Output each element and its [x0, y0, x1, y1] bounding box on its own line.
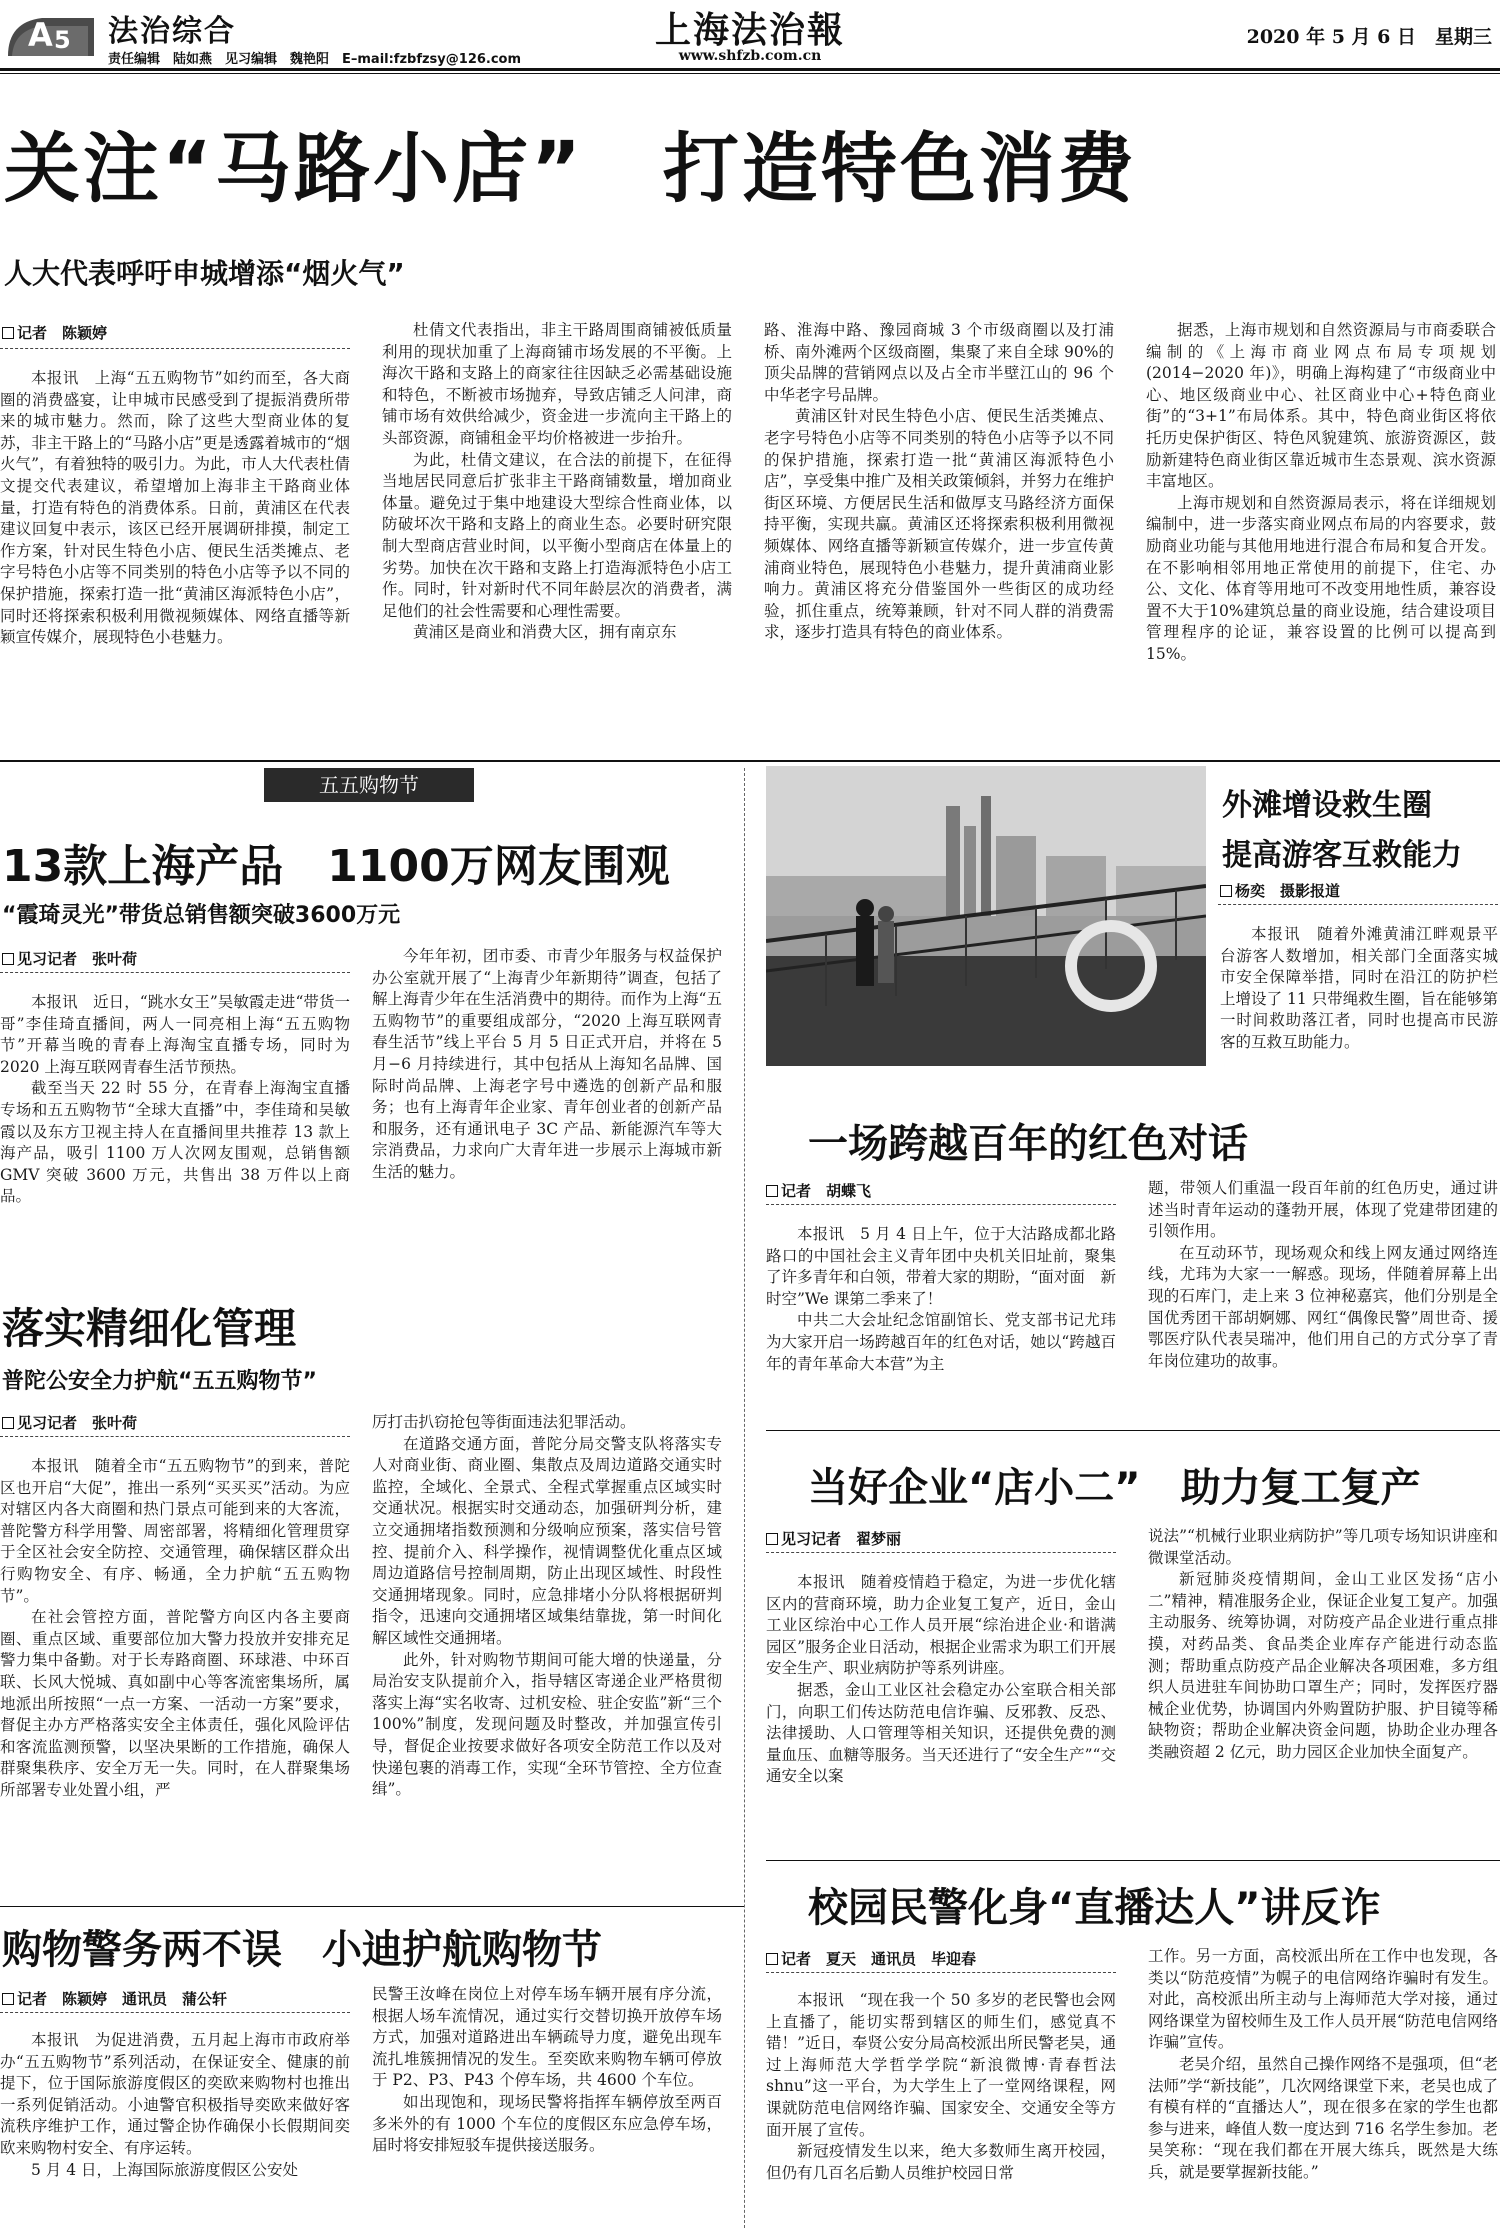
waitan-byline: [1220, 880, 1340, 901]
lead-col2-p3: 黄浦区是商业和消费大区，拥有南京东: [413, 623, 677, 642]
red-headline: 一场跨越百年的红色对话: [808, 1121, 1248, 1167]
masthead-rule: [0, 68, 1500, 71]
story13-byline-rule: [0, 972, 350, 973]
xiaoyuan-byline: [766, 1948, 976, 1969]
xiaoer-col1-p1: 本报讯 随着疫情趋于稳定，为进一步优化辖区内的营商环境，助力企业复工复产，近日，金山工业区综治中心工作人员开展“综治进企业·和谐满园区”服务企业日活动，根据企业需求为职工们开展安全生产、职业病防护等系列讲座。: [766, 1573, 1116, 1678]
xiaoyuan-col1-p2: 新冠疫情发生以来，绝大多数师生离开校园，但仍有几百名后勤人员维护校园日常: [766, 2142, 1116, 2182]
xiaoyuan-byline-rule: [766, 1972, 1116, 1973]
xiaoer-headline: 当好企业“店小二” 助力复工复产: [808, 1465, 1421, 1511]
xiaoer-col1: [766, 1572, 1116, 1788]
lead-col3-p2: 黄浦区针对民生特色小店、便民生活类摊点、老字号特色小店等不同类别的特色小店等予以不同的保护措施，探索打造一批“黄浦区海派特色小店”，享受集中推广及相关政策倾斜，并努力在维护街区环境、方便居民生活和做厚支马路经济方面保持平衡，实现共赢。黄浦区还将探索积极利用微视频媒体、网络直播等新颖宣传媒介，进一步宣传黄浦商业特色，展现特色小巷魅力，提升黄浦商业影响力。黄浦区将充分借鉴国外一些街区的成功经验，抓住重点，统筹兼顾，针对不同人群的消费需求，逐步打造具有特色的商业体系。: [764, 407, 1114, 642]
xiaoer-col2-p2: 新冠肺炎疫情期间，金山工业区发扬“店小二”精神，精准服务企业，保证企业复工复产。加强主动服务、统筹协调，对防疫产品企业进行重点排摸，对药品类、食品类企业库存产能进行动态监测；帮助重点防疫产品企业解决各项困难，多方组织人员进驻车间协助口罩生产；同时，发挥医疗器械企业优势，协调国内外购置防护服、护目镜等稀缺物资；帮助企业解决资金问题，协助企业办理各类融资超 2 亿元，助力园区企业加快全面复产。: [1148, 1570, 1498, 1761]
page-number-badge: [2, 8, 98, 58]
lead-col4-p1: 据悉，上海市规划和自然资源局与市商委联合编制的《上海市商业网点布局专项规划(2014−2020 年)》，明确上海构建了“市级商业中心、地区级商业中心、社区商业中心+特色商业街”的“3+1”布局体系。其中，特色商业街区将依托历史保护街区、特色风貌建筑、旅游资源区，鼓励新建特色商业街区靠近城市生态景观、滨水资源丰富地区。: [1146, 321, 1496, 491]
byline-box-icon: [1220, 885, 1232, 897]
waitan-body: [1220, 924, 1498, 1054]
xiaoer-byline-rule: [766, 1552, 1116, 1553]
gouwu-col1: [0, 2030, 350, 2226]
red-byline: [766, 1180, 871, 1201]
gouwu-col1-p2: 5 月 4 日，上海国际旅游度假区公安处: [31, 2160, 299, 2179]
gouwu-col1-p1: 本报讯 为促进消费，五月起上海市市政府举办“五五购物节”系列活动，在保证安全、健康的前提下，位于国际旅游度假区的奕欧来购物村也推出一系列促销活动。小迪警官积极指导奕欧来做好客流秩序维护工作，通过警企协作确保小长假期间奕欧来购物村安全、有序运转。: [0, 2031, 350, 2157]
byline-box-icon: [766, 1533, 778, 1545]
xiaoyuan-byline-text: 记者 夏天 通讯员 毕迎春: [781, 1950, 977, 1968]
lead-subhead: 人大代表呼吁申城增添“烟火气”: [4, 257, 405, 290]
jingcai-byline: [2, 1412, 137, 1433]
lead-col4: [1146, 320, 1496, 666]
byline-box-icon: [2, 1417, 14, 1429]
section-title: 法治综合: [108, 14, 236, 49]
website: www.shfzb.com.cn: [678, 48, 822, 64]
red-col1-p1: 本报讯 5 月 4 日上午，位于大沽路成都北路路口的中国社会主义青年团中央机关旧址前，聚集了许多青年和白领，带着大家的期盼，“面对面 新时空”We 课第二季来了！: [766, 1225, 1116, 1308]
red-col2: [1148, 1178, 1498, 1372]
lead-col2-p1: 杜倩文代表指出，非主干路周围商铺被低质量利用的现状加重了上海商铺市场发展的不平衡。上海次干路和支路上的商家往往因缺乏必需基础设施和特色，不断被市场抛弃，导致店铺乏人问津，商铺市场有效供给减少，资金进一步流向主干路上的头部资源，商铺租金平均价格被进一步抬升。: [382, 321, 732, 447]
xiaoer-col2-p1: 说法”“机械行业职业病防护”等几项专场知识讲座和微课堂活动。: [1148, 1527, 1498, 1567]
jingcai-col1: [0, 1456, 350, 1802]
byline-box-icon: [2, 953, 14, 965]
xiaoer-col1-p2: 据悉，金山工业区社会稳定办公室联合相关部门，向职工们传达防范电信诈骗、反邪教、反恐、法律援助、人口管理等相关知识，还提供免费的测量血压、血糖等服务。当天还进行了“安全生产”“交通安全以案: [766, 1680, 1116, 1786]
byline-box-icon: [2, 327, 14, 339]
story13-col2-p1: 今年年初，团市委、市青少年服务与权益保护办公室就开展了“上海青少年新期待”调查，包括了解上海青少年在生活消费中的期待。而作为上海“五五购物节”的重要组成部分，“2020 上海互联网青春生活节”线上平台 5 月 5 日正式开启，并将在 5 月−6 月持续进行，其中包括从上海知名品牌、国际时尚品牌、上海老字号中遴选的创新产品和服务；也有上海青年企业家、青年创业者的创新产品和服务，还有通讯电子 3C 产品、新能源汽车等大宗消费品，力求向广大青年进一步展示上海城市新生活的魅力。: [372, 947, 722, 1181]
jingcai-subhead: 普陀公安全力护航“五五购物节”: [2, 1369, 317, 1394]
byline-box-icon: [766, 1185, 778, 1197]
red-col1-p2: 中共二大会址纪念馆副馆长、党支部书记尤玮为大家开启一场跨越百年的红色对话，她以“跨越百年的青年革命大本营”为主: [766, 1311, 1116, 1373]
lead-col3-p1: 路、淮海中路、豫园商城 3 个市级商圈以及打浦桥、南外滩两个区级商圈，集聚了来自全球 90%的顶尖品牌的营销网点以及占全市半壁江山的 96 个中华老字号品牌。: [764, 321, 1114, 404]
byline-box-icon: [766, 1953, 778, 1965]
xiaoyuan-top-rule: [766, 1860, 1500, 1861]
xiaoyuan-col2: [1148, 1946, 1498, 2226]
red-col2-p2: 在互动环节，现场观众和线上网友通过网络连线，尤玮为大家一一解惑。现场，伴随着屏幕上出现的石库门，走上来 3 位神秘嘉宾，他们分别是全国优秀团干部胡婀娜、网红“偶像民警”周世奇、援鄂医疗队代表吴瑞冲，他们用自己的方式分享了青年岗位建功的故事。: [1148, 1243, 1498, 1370]
lead-headline: 关注“马路小店” 打造特色消费: [4, 124, 1137, 213]
lead-col1-p1: 本报讯 上海“五五购物节”如约而至，各大商圈的消费盛宴，让申城市民感受到了提振消费所带来的城市魅力。然而，除了这些大型商业体的复苏，非主干路上的“马路小店”更是透露着城市的“烟火气”，有着独特的吸引力。为此，市人大代表杜倩文提交代表建议，希望增加上海非主干路商业体量，打造有特色的消费体系。日前，黄浦区在代表建议回复中表示，该区已经开展调研排摸，制定工作方案，针对民生特色小店、便民生活类摊点、老字号特色小店等不同类别的特色小店等予以不同的保护措施，探索打造一批“黄浦区海派特色小店”，同时还将探索积极利用微视频媒体、网络直播等新颖宣传媒介，展现特色小巷魅力。: [0, 369, 350, 647]
xiaoyuan-col2-p1: 工作。另一方面，高校派出所在工作中也发现，各类以“防范疫情”为幌子的电信网络诈骗时有发生。对此，高校派出所主动与上海师范大学对接，通过网络课堂为留校师生及工作人员开展“防范电信网络诈骗”宣传。: [1148, 1947, 1498, 2052]
red-byline-rule: [766, 1204, 1116, 1205]
xiaoer-byline-text: 见习记者 翟梦丽: [781, 1530, 902, 1548]
page-number: 5: [54, 26, 71, 54]
jingcai-col2-p1: 厉打击扒窃抢包等街面违法犯罪活动。: [372, 1413, 636, 1431]
gouwu-col2-p2: 如出现饱和，现场民警将指挥车辆停放至两百多米外的有 1000 个车位的度假区东应急停车场，届时将安排短驳车提供接送服务。: [372, 2092, 722, 2155]
xiaoer-byline: [766, 1528, 901, 1549]
lead-col4-p2: 上海市规划和自然资源局表示，将在详细规划编制中，进一步落实商业网点布局的内容要求，鼓励商业功能与其他用地进行混合布局和复合开发。在不影响相邻用地正常使用的前提下，住宅、办公、文化、体育等用地可不改变用地性质，兼容设置不大于10%建筑总量的商业设施，结合建设项目管理程序的论证，兼容设置的比例可以提高到15%。: [1146, 493, 1496, 663]
story13-col1: [0, 992, 350, 1208]
jingcai-col2: [372, 1412, 722, 1801]
jingcai-byline-rule: [0, 1436, 350, 1437]
waitan-byline-text: 杨奕 摄影报道: [1235, 882, 1341, 900]
gouwu-byline-rule: [0, 2012, 350, 2013]
xiaoer-top-rule: [766, 1430, 1500, 1431]
story13-byline: [2, 948, 137, 969]
lead-bottom-rule: [0, 760, 1500, 762]
xiaoyuan-col1: [766, 1990, 1116, 2226]
lead-byline-rule: [0, 348, 350, 349]
masthead-rule-thin: [0, 73, 1500, 74]
xiaoyuan-col1-p1: 本报讯 “现在我一个 50 多岁的老民警也会网上直播了，能切实帮到辖区的师生们，感觉真不错！”近日，奉贤公安分局高校派出所民警老吴，通过上海师范大学哲学学院“新浪微博·青春哲法 shnu”这一平台，为大学生上了一堂网络课程，网课就防范电信网络诈骗、国家安全、交通安全等方面开展了宣传。: [766, 1991, 1116, 2139]
gouwu-byline: [2, 1988, 227, 2009]
waitan-photo: [766, 766, 1206, 1066]
jingcai-col2-p2: 在道路交通方面，普陀分局交警支队将落实专人对商业街、商业圈、集散点及周边道路交通实时监控，全域化、全景式、全程式掌握重点区域实时交通状况。根据实时交通动态，加强研判分析，建立交通拥堵指数预测和分级响应预案，落实信号管控、提前介入、科学操作，视情调整优化重点区域周边道路信号控制周期，防止出现区域性、时段性交通拥堵现象。同时，应急排堵小分队将根据研判指令，迅速向交通拥堵区域集结靠拢，第一时间化解区域性交通拥堵。: [372, 1434, 722, 1647]
byline-box-icon: [2, 1993, 14, 2005]
story13-headline: 13款上海产品 1100万网友围观: [2, 841, 670, 892]
story13-col1-p2: 截至当天 22 时 55 分，在青春上海淘宝直播专场和五五购物节“全球大直播”中，李佳琦和吴敏霞以及东方卫视主持人在直播间里共推荐 13 款上海产品，吸引 1100 万人次网友围观，总销售额 GMV 突破 3600 万元，共售出 38 万件以上商品。: [0, 1079, 350, 1206]
jingcai-col2-p3: 此外，针对购物节期间可能大增的快递量，分局治安支队提前介入，指导辖区寄递企业严格贯彻落实上海“实名收寄、过机安检、驻企安监”新“三个 100%”制度，发现问题及时整改，并加强宣传引导，督促企业按要求做好各项安全防范工作以及对快递包裹的消毒工作，实现“全环节管控、全方位查缉”。: [372, 1650, 722, 1799]
story13-subhead: “霞琦灵光”带货总销售额突破3600万元: [2, 903, 401, 928]
lead-col1: [0, 368, 350, 649]
waitan-byline-rule: [1218, 904, 1498, 905]
gouwu-top-rule: [0, 1906, 744, 1907]
page-letter: A: [28, 16, 53, 54]
section-tag: 五五购物节: [264, 768, 474, 802]
lead-byline: [2, 322, 107, 343]
waitan-body-p1: 本报讯 随着外滩黄浦江畔观景平台游客人数增加，相关部门全面落实城市安全保障举措，同时在沿江的防护栏上增设了 11 只带绳救生圈，旨在能够第一时间救助落江者，同时也提高市民游客的互救互助能力。: [1220, 925, 1498, 1051]
jingcai-headline: 落实精细化管理: [2, 1304, 297, 1353]
lead-byline-text: 记者 陈颖婷: [17, 324, 108, 342]
lead-col2-p2: 为此，杜倩文建议，在合法的前提下，在征得当地居民同意后扩张非主干路商铺数量，增加商业体量。避免过于集中地建设大型综合性商业体，以防破坏次干路和支路上的商业生态。必要时研究限制大型商店营业时间，以平衡小型商店在体量上的劣势。加快在次干路和支路上打造海派特色小店工作。同时，针对新时代不同年龄层次的消费者，满足他们的社会性需要和心理性需要。: [382, 450, 732, 620]
col-divider: [744, 768, 745, 2229]
paper-name: 上海法治報: [654, 9, 845, 51]
masthead: [0, 0, 1500, 66]
story13-byline-text: 见习记者 张叶荷: [17, 950, 138, 968]
waitan-headline-1: 外滩增设救生圈: [1222, 788, 1432, 823]
lead-col3: [764, 320, 1114, 644]
issue-date: 2020 年 5 月 6 日 星期三: [1246, 26, 1492, 48]
red-byline-text: 记者 胡蝶飞: [781, 1182, 872, 1200]
jingcai-col1-p1: 本报讯 随着全市“五五购物节”的到来，普陀区也开启“大促”，推出一系列“买买买”活动。为应对辖区内各大商圈和热门景点可能到来的大客流，普陀警方科学用警、周密部署，将精细化管理贯穿于全区社会安全防控、交通管理，确保辖区群众出行购物安全、有序、畅通，全力护航“五五购物节”。: [0, 1457, 350, 1605]
xiaoer-col2: [1148, 1526, 1498, 1764]
waitan-headline-2: 提高游客互救能力: [1222, 838, 1462, 873]
gouwu-col2-p1: 民警王汝峰在岗位上对停车场车辆开展有序分流，根据人场车流情况，通过实行交替切换开放停车场方式，加强对道路进出车辆疏导力度，避免出现车流扎堆簇拥情况的发生。至奕欧来购物车辆可停放于 P2、P3、P43 个停车场，共 4600 个车位。: [372, 1985, 722, 2090]
story13-col2: [372, 946, 722, 1184]
lead-col2: [382, 320, 732, 644]
jingcai-col1-p2: 在社会管控方面，普陀警方向区内各主要商圈、重点区域、重要部位加大警力投放并安排充足警力集中备勤。对于长寿路商圈、环球港、中环百联、长风大悦城、真如副中心等客流密集场所，属地派出所按照“一点一方案、一活动一方案”要求，督促主办方严格落实安全主体责任，强化风险评估和客流监测预警，以坚决果断的工作措施，确保人群聚集秩序、安全万无一失。同时，在人群聚集场所部署专业处置小组，严: [0, 1608, 350, 1799]
editors-line: 责任编辑 陆如燕 见习编辑 魏艳阳 E–mail:fzbfzsy@126.com: [108, 52, 522, 67]
story13-col1-p1: 本报讯 近日，“跳水女王”吴敏霞走进“带货一哥”李佳琦直播间，两人一同亮相上海“五五购物节”开幕当晚的青春上海淘宝直播专场，同时为 2020 上海互联网青春生活节预热。: [0, 993, 350, 1076]
xiaoyuan-headline: 校园民警化身“直播达人”讲反诈: [808, 1885, 1381, 1931]
waitan-photo-scene: [766, 766, 1206, 1066]
jingcai-byline-text: 见习记者 张叶荷: [17, 1414, 138, 1432]
red-col1: [766, 1224, 1116, 1375]
gouwu-byline-text: 记者 陈颖婷 通讯员 蒲公轩: [17, 1990, 228, 2008]
gouwu-headline: 购物警务两不误 小迪护航购物节: [2, 1927, 602, 1973]
red-col2-p1: 题，带领人们重温一段百年前的红色历史，通过讲述当时青年运动的蓬勃开展，体现了党建带团建的引领作用。: [1148, 1179, 1498, 1241]
xiaoyuan-col2-p2: 老吴介绍，虽然自己操作网络不是强项，但“老法师”学“新技能”，几次网络课堂下来，老吴也成了有模有样的“直播达人”，现在很多在家的学生也都参与进来，峰值人数一度达到 716 名学生参加。老吴笑称：“现在我们都在开展大练兵，既然是大练兵，就是要掌握新技能。”: [1148, 2054, 1498, 2181]
gouwu-col2: [372, 1984, 722, 2226]
